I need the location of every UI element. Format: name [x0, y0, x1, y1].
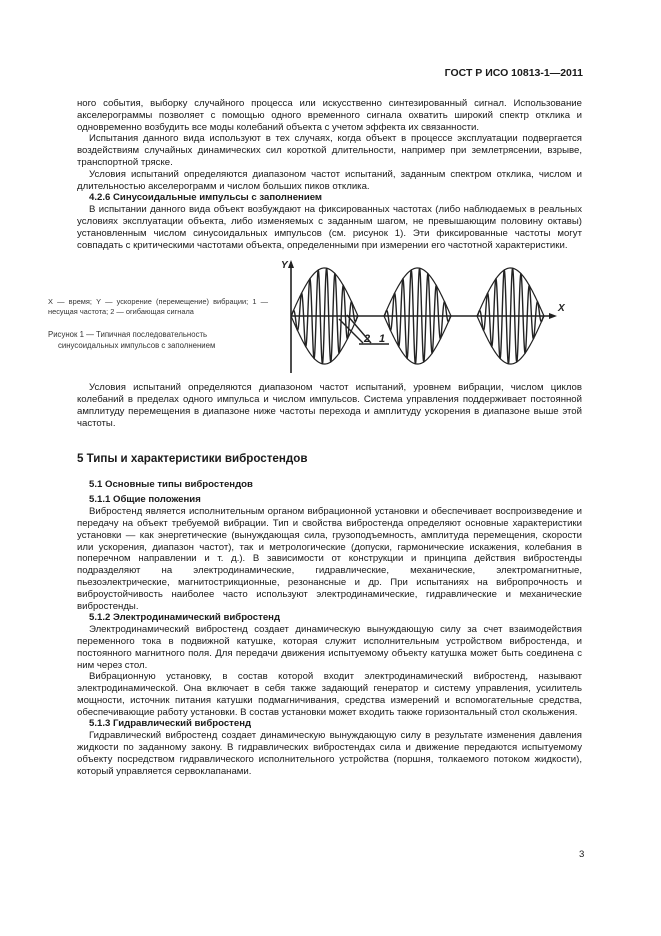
- section-heading-5-1-1: 5.1.1 Общие положения: [89, 494, 201, 506]
- document-header: ГОСТ Р ИСО 10813-1—2011: [444, 67, 583, 79]
- paragraph: Вибростенд является исполнительным органом вибрационной установки и обеспечивает воспроизведение и передачу на объект требуемой вибрации. Тип и свойства вибростенда определяют основные характеристики установки — как энергетические (вынуждающая сила, грузоподъемность, амплитуда перемещения, скорости или ускорения, диапазон частот), так и метрологические (допуски, гармонические искажения, колебания в поперечном направлении и т. д.). В зависимости от конструкции и принципа действия вибростенды подразделяют на электродинамические, гидравлические, механические, электромагнитные, пьезоэлектрические, магнитострикционные, резонансные и др. При испытаниях на вибропрочность и виброустойчивость наиболее часто используют электродинамические, гидравлические и механические вибростенды.: [77, 506, 582, 612]
- paragraph: Испытания данного вида используют в тех случаях, когда объект в процессе эксплуатации подвергается воздействиям случайных динамических сил короткой длительности, например при землетрясении, взрыве, транспортной тряске.: [77, 133, 582, 168]
- y-axis-arrow: [288, 260, 294, 268]
- paragraph: Гидравлический вибростенд создает динамическую вынуждающую силу в результате изменения давления жидкости по заданному закону. В гидравлических вибростендах сила и движение передаются испытуемому объекту посредством гидравлического исполнительного устройства (поршня, толкаемого потоком жидкости), который управляется сервоклапанами.: [77, 730, 582, 777]
- figure-caption: [48, 329, 268, 351]
- x-axis-label: X: [558, 303, 565, 315]
- page-content: [48, 98, 582, 777]
- paragraph: В испытании данного вида объект возбуждают на фиксированных частотах (либо наблюдаемых в реальных условиях эксплуатации объекта, либо изменяемых с заданным шагом, не превышающим половину октавы) установленным числом синусоидальных импульсов (см. рисунок 1). Эти фиксированные частоты могут совпадать с критическими частотами объекта, определенными при измерении его частотной характеристики.: [77, 204, 582, 251]
- section-heading-5-1: 5.1 Основные типы вибростендов: [89, 478, 253, 490]
- figure-1: [48, 259, 582, 376]
- figure-legend: X — время; Y — ускорение (перемещение) вибрации; 1 — несущая частота; 2 — огибающая сигнала: [48, 297, 268, 317]
- section-heading-5: 5 Типы и характеристики вибростендов: [77, 451, 308, 465]
- sine-burst-plot: [281, 259, 581, 376]
- page-number: 3: [579, 849, 585, 860]
- figure-caption-line-1: Рисунок 1 — Типичная последовательность: [48, 330, 208, 340]
- callout-label-1: 1: [379, 333, 386, 346]
- callout-label-2: 2: [364, 333, 371, 346]
- section-heading-5-1-2: 5.1.2 Электродинамический вибростенд: [89, 612, 281, 624]
- leader-line-2: [339, 319, 363, 343]
- paragraph: ного события, выборку случайного процесса или искусственно синтезированный сигнал. Использование акселерограммы позволяет с помощью одного временного сигнала охватить широкий спектр отклика и одновременно возбудить все моды колебаний объекта с учетом эффекта их связанности.: [77, 98, 582, 133]
- paragraph: Условия испытаний определяются диапазоном частот испытаний, уровнем вибрации, числом циклов колебаний в пределах одного импульса и числом импульсов. Система управления поддерживает постоянной амплитуду перемещения в диапазоне ниже частоты перехода и амплитуду ускорения в диапазоне выше этой частоты.: [77, 382, 582, 429]
- paragraph: Вибрационную установку, в состав которой входит электродинамический вибростенд, называют электродинамической. Она включает в себя также задающий генератор и систему управления, усилитель мощности, источник питания катушки подмагничивания, средства измерений и вспомогательные средства, обеспечивающие работу установки. В состав установки может входить также горизонтальный стол скольжения.: [77, 671, 582, 718]
- paragraph: Электродинамический вибростенд создает динамическую вынуждающую силу за счет взаимодействия переменного тока в подвижной катушке, которая служит исполнительным устройством вибростенда, и постоянного магнитного поля. Для передачи движения испытуемому объекту катушка может быть соединена с ним через стол.: [77, 624, 582, 671]
- figure-caption-line-2: синусоидальных импульсов с заполнением: [58, 341, 216, 351]
- paragraph: Условия испытаний определяются диапазоном частот испытаний, заданным спектром отклика, числом и длительностью акселерограмм и числом больших пиков отклика.: [77, 168, 582, 192]
- x-axis-arrow: [549, 313, 557, 319]
- y-axis-label: Y: [281, 260, 288, 272]
- section-heading-4-2-6: 4.2.6 Синусоидальные импульсы с заполнением: [89, 192, 323, 204]
- section-heading-5-1-3: 5.1.3 Гидравлический вибростенд: [89, 718, 252, 730]
